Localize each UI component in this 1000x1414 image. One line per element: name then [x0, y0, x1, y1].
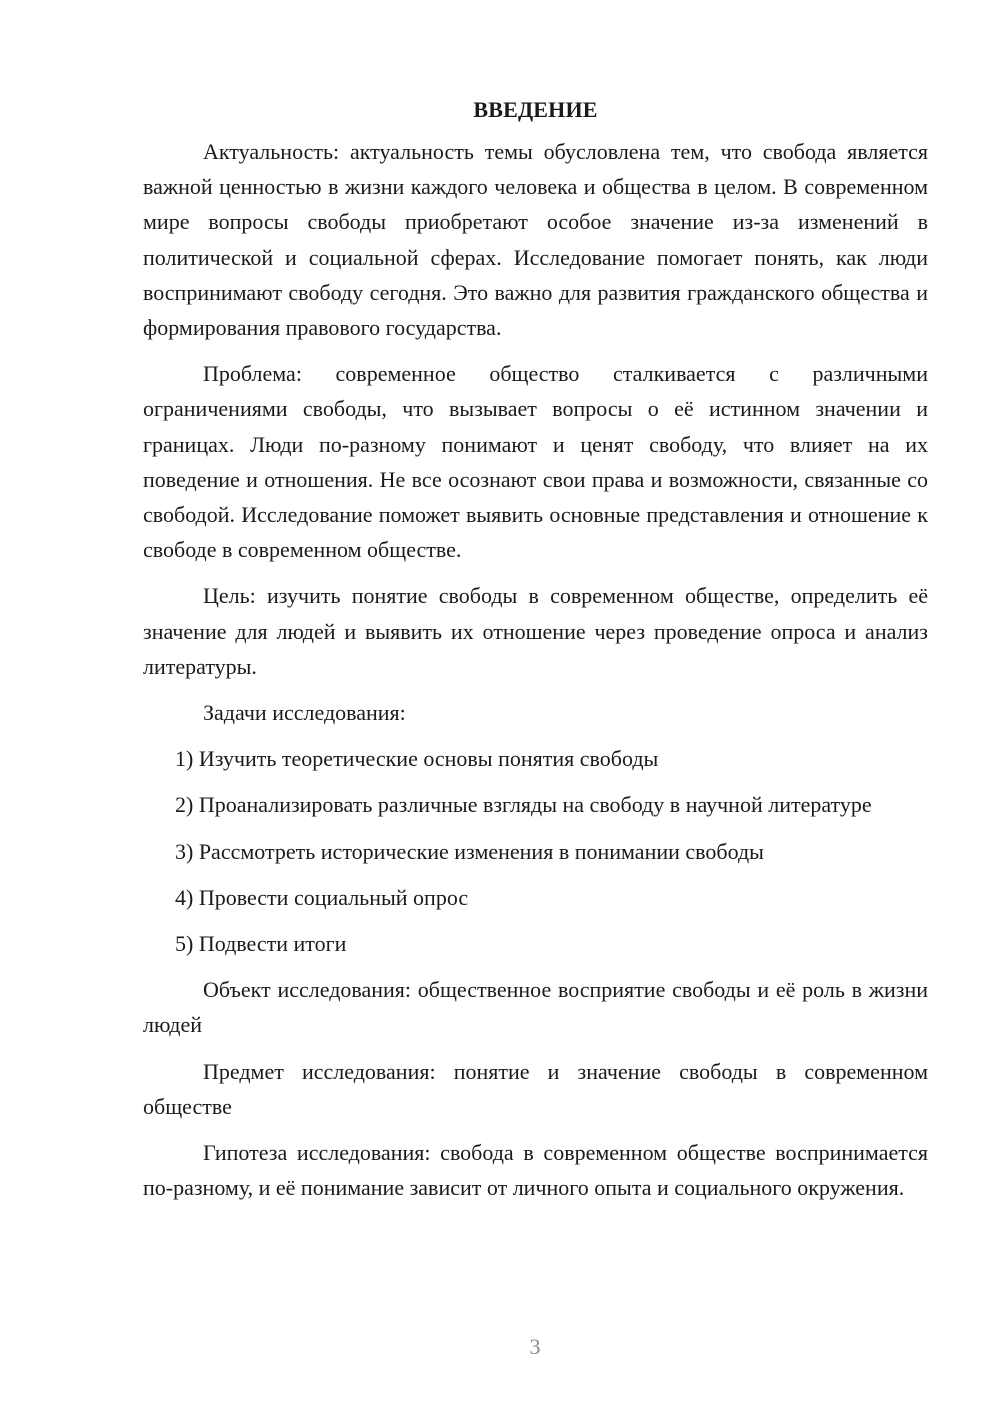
- task-item-2: 2) Проанализировать различные взгляды на свободу в научной литературе: [175, 792, 872, 818]
- problem-paragraph: Проблема: современное общество сталкивается с различными ограничениями свободы, что вызывает вопросы о её истинном значении и границах. Люди по-разному понимают и ценят свободу, что влияет на их поведение и отношения. Не все осознают свои права и возможности, связанные со свободой. Исследование поможет выявить основные представления и отношение к свободе в современном обществе.: [143, 361, 928, 563]
- page-number: 3: [529, 1334, 541, 1359]
- relevance-paragraph: Актуальность: актуальность темы обусловлена тем, что свобода является важной ценностью в жизни каждого человека и общества в целом. В современном мире вопросы свободы приобретают особое значение из-за изменений в политической и социальной сферах. Исследование помогает понять, как люди воспринимают свободу сегодня. Это важно для развития гражданского общества и формирования правового государства.: [143, 139, 928, 341]
- task-item-4: 4) Провести социальный опрос: [175, 884, 469, 910]
- task-item-5: 5) Подвести итоги: [175, 931, 347, 957]
- task-item-3: 3) Рассмотреть исторические изменения в понимании свободы: [175, 838, 764, 864]
- tasks-heading: Задачи исследования:: [203, 700, 406, 726]
- document-page: [143, 92, 928, 1216]
- goal-paragraph: Цель: изучить понятие свободы в современном обществе, определить её значение для людей и выявить их отношение через проведение опроса и анализ литературы.: [143, 583, 928, 679]
- hypothesis-paragraph: Гипотеза исследования: свобода в современном обществе воспринимается по-разному, и её понимание зависит от личного опыта и социального окружения.: [143, 1140, 928, 1201]
- object-paragraph: Объект исследования: общественное восприятие свободы и её роль в жизни людей: [143, 977, 928, 1038]
- subject-paragraph: Предмет исследования: понятие и значение свободы в современном обществе: [143, 1058, 928, 1119]
- task-item-1: 1) Изучить теоретические основы понятия свободы: [175, 746, 659, 772]
- section-title: ВВЕДЕНИЕ: [473, 97, 598, 122]
